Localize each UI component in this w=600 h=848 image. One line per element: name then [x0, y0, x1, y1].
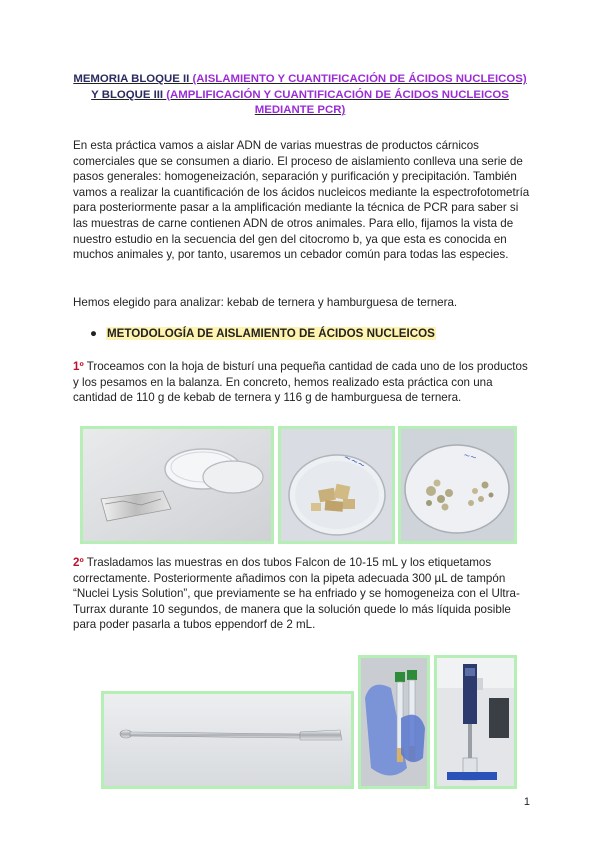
photo-falcon-tubes	[358, 655, 430, 789]
title-part-3: Y BLOQUE III	[91, 88, 167, 101]
document-title	[70, 72, 530, 119]
photo-crumbled-samples	[398, 426, 517, 544]
meat-pieces-image	[281, 429, 392, 541]
ultra-turrax-image	[437, 658, 514, 786]
title-part-4: (AMPLIFICACIÓN Y CUANTIFICACIÓN DE ÁCIDOS NUCLEICOS MEDIANTE PCR)	[166, 88, 509, 116]
photo-spatula	[101, 691, 354, 789]
crumbled-samples-image	[401, 429, 514, 541]
section-heading	[90, 327, 436, 340]
chosen-samples-paragraph: Hemos elegido para analizar: kebab de ternera y hamburguesa de ternera.	[73, 296, 458, 309]
intro-paragraph: En esta práctica vamos a aislar ADN de varias muestras de productos cárnicos comerciales que se consumen a diario. El proceso de aislamiento conlleva una serie de pasos generales: homogeneización, separación y purificación y precipitación. También vamos a realizar la cuantificación de los ácidos nucleicos mediante la espectrofotometría para posteriormente pasar a la amplificación mediante la técnica de PCR para saber si las muestras de carne contienen ADN de otros animales. Para ello, fijamos la vista de nuestro estudio en la secuencia del gen del citocromo b, ya que esta es conocida en muchos animales y, por tanto, usaremos un cebador común para todas las especies.	[73, 139, 530, 262]
step-2-number: 2º	[73, 556, 84, 569]
falcon-tubes-image	[361, 658, 427, 786]
section-heading-text: METODOLOGÍA DE AISLAMIENTO DE ÁCIDOS NUCLEICOS	[107, 327, 435, 340]
svg-text:~~: ~~	[462, 450, 478, 463]
photo-petri-dish-and-foil	[80, 426, 274, 544]
bullet-icon: ●	[90, 327, 98, 340]
step-1-text: Troceamos con la hoja de bisturí una pequeña cantidad de cada uno de los productos y los pesamos en la balanza. En concreto, hemos realizado esta práctica con una cantidad de 110 g de kebab de ternera y 116 g de hamburguesa de ternera.	[73, 360, 528, 405]
spatula-image	[104, 694, 351, 786]
svg-text:~~~: ~~~	[341, 452, 367, 472]
step-2-text: Trasladamos las muestras en dos tubos Falcon de 10-15 mL y los etiquetamos correctamente. Posteriormente añadimos con la pipeta adecuada 300 µL de tampón “Nuclei Lysis Solution”, que previamente se ha enfriado y se homogeneiza con el Ultra-Turrax durante 10 segundos, de manera que la solución quede lo más líquida posible para poder pasarla a tubos eppendorf de 2 mL.	[73, 556, 520, 632]
petri-dish-foil-image	[83, 429, 271, 541]
photo-ultra-turrax	[434, 655, 517, 789]
step-1-number: 1º	[73, 360, 84, 373]
title-part-1: MEMORIA BLOQUE II	[73, 73, 193, 85]
page-number: 1	[523, 796, 530, 808]
step-2-paragraph	[73, 555, 531, 633]
photo-meat-pieces-in-dish	[278, 426, 395, 544]
step-1-paragraph	[73, 359, 531, 406]
title-part-2: (AISLAMIENTO Y CUANTIFICACIÓN DE ÁCIDOS NUCLEICOS)	[192, 73, 527, 85]
